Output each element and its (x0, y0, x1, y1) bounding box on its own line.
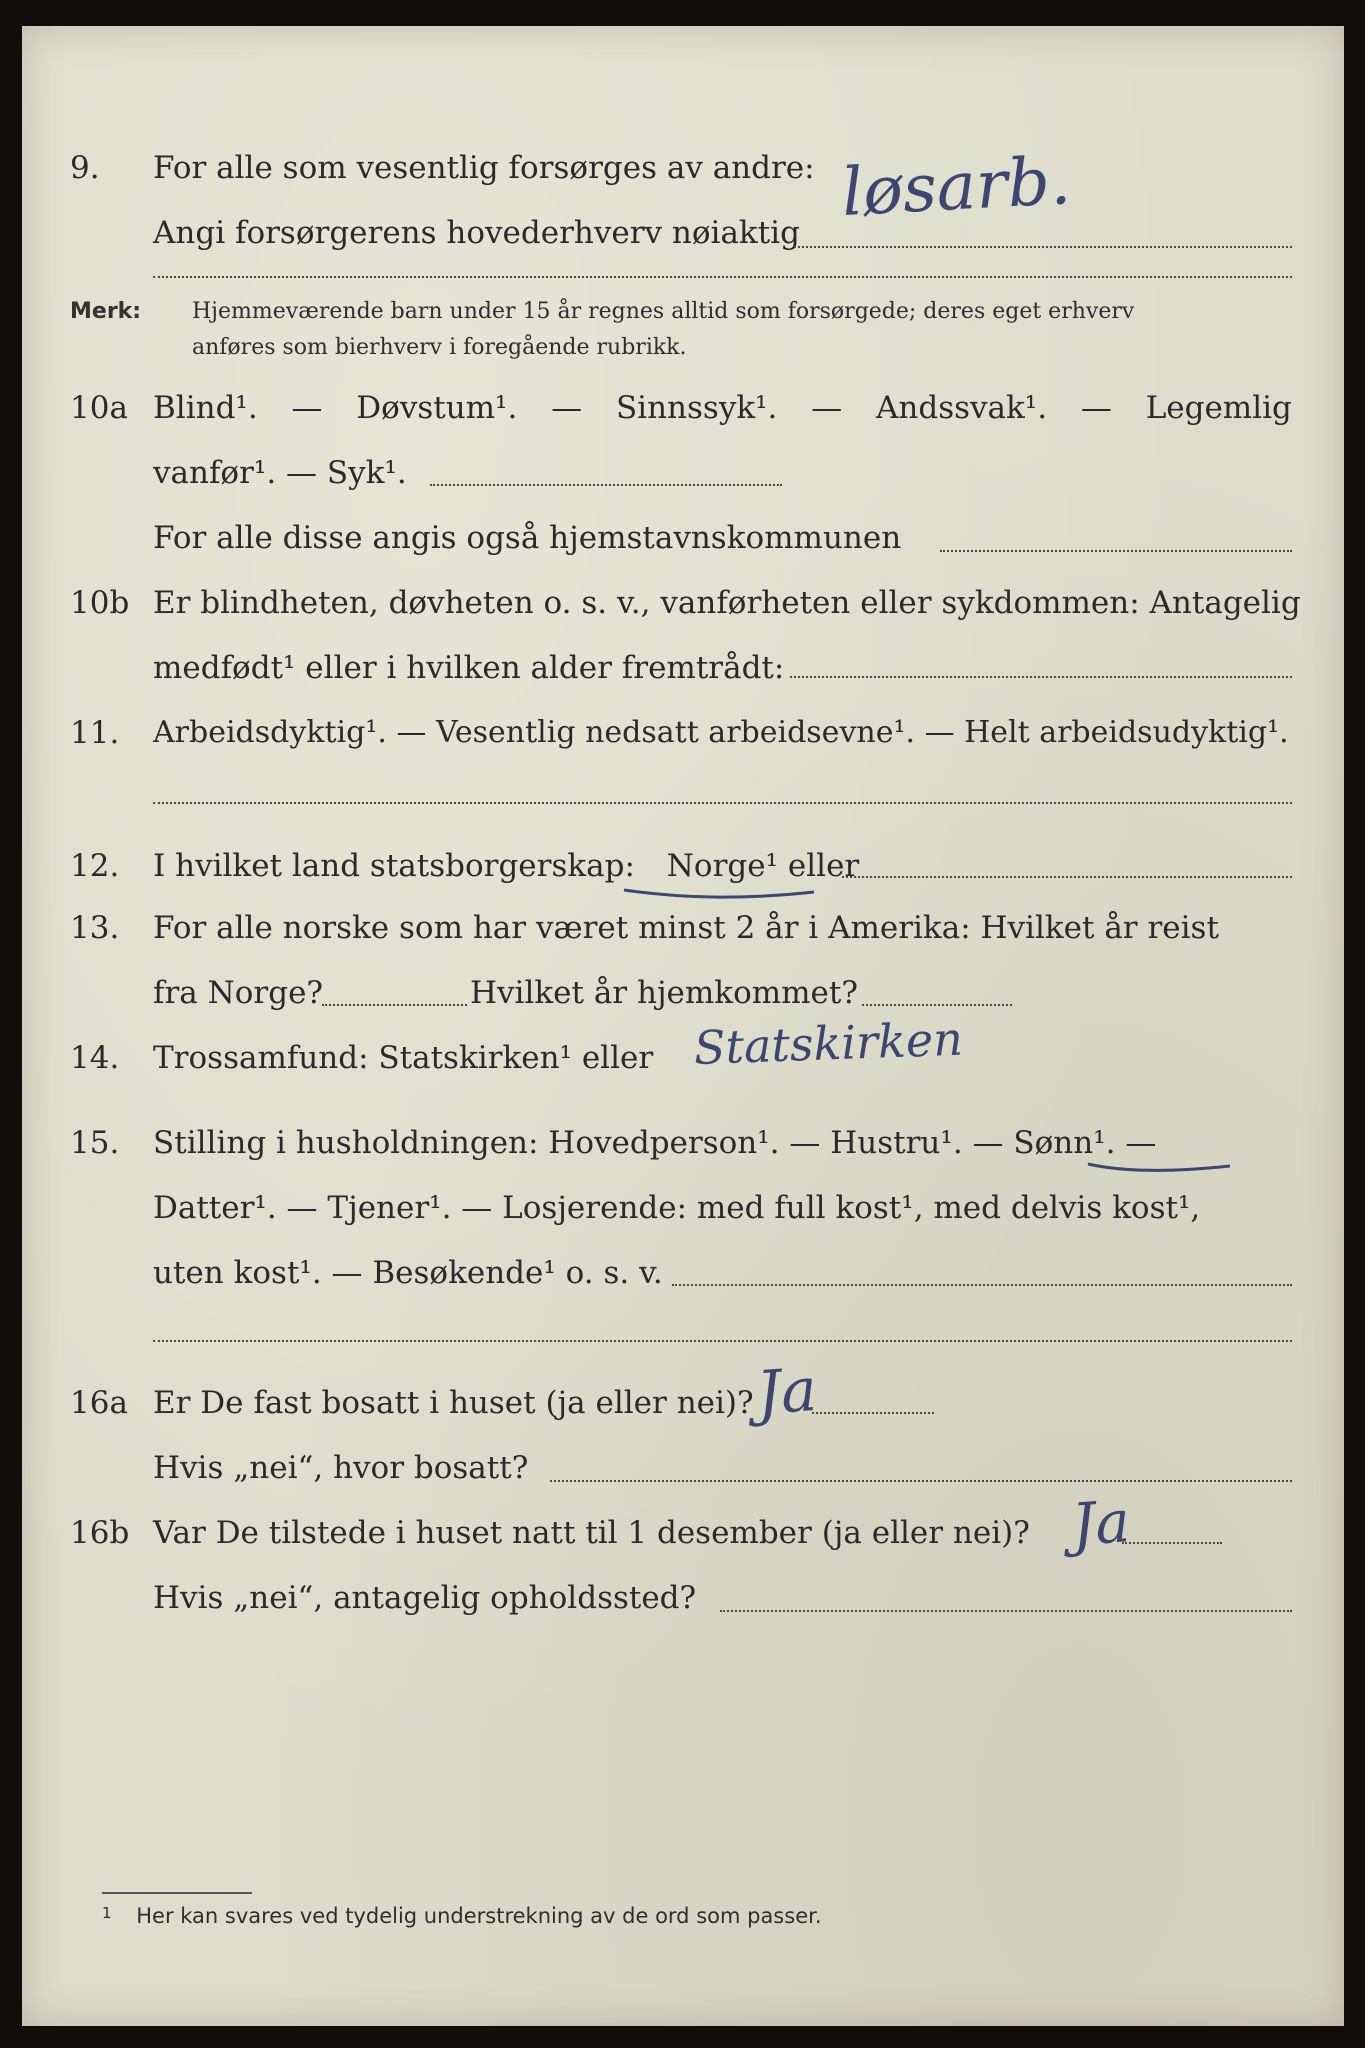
q10b-text: Er blindheten, døvheten o. s. v., vanførheten eller sykdommen: Antagelig (153, 585, 1301, 621)
q10a-option-dovstum: Døvstum¹. (356, 390, 518, 426)
q9-answer-dotline (794, 246, 1292, 248)
q12-eller: eller (787, 848, 860, 884)
q10b-alder: medfødt¹ eller i hvilken alder fremtrådt: (153, 650, 785, 686)
q15-handwritten-underline (1084, 1158, 1234, 1178)
footnote (102, 1904, 822, 1928)
q13-line2 (22, 971, 1344, 1015)
q14-number: 14. (70, 1040, 120, 1076)
q10a-dash: — (1080, 390, 1112, 426)
q13-dotline-2 (862, 1004, 1012, 1006)
q14-text: Trossamfund: Statskirken¹ eller (153, 1040, 654, 1076)
q15-dotline (672, 1284, 1292, 1286)
q16b-dotline-2 (720, 1610, 1292, 1612)
q14-handwritten-answer: Statskirken (693, 1011, 964, 1075)
footnote-text: Her kan svares ved tydelig understrekning av de ord som passer. (136, 1904, 822, 1928)
q15-number: 15. (70, 1125, 120, 1161)
q12-text-wrap (153, 844, 859, 888)
q12-number: 12. (70, 848, 120, 884)
q16a-dotline-2 (550, 1480, 1292, 1482)
q9-number: 9. (70, 150, 100, 186)
q16a-line1 (22, 1381, 1344, 1425)
q15-text-2: Datter¹. — Tjener¹. — Losjerende: med full kost¹, med delvis kost¹, (153, 1190, 1201, 1226)
q12-text: I hvilket land statsborgerskap: (153, 848, 635, 884)
q10a-number: 10a (70, 390, 128, 426)
q13-hjemkommet: Hvilket år hjemkommet? (470, 975, 858, 1011)
q15-blank-line (153, 1340, 1292, 1342)
q9-blank-line (153, 276, 1292, 278)
q16b-line1 (22, 1511, 1344, 1555)
q13-dotline-1 (322, 1004, 467, 1006)
q16a-number: 16a (70, 1385, 128, 1421)
q10a-option-legemlig: Legemlig (1145, 390, 1292, 426)
q10a-dash: — (811, 390, 843, 426)
q16b-opholdssted: Hvis „nei“, antagelig opholdssted? (153, 1580, 697, 1616)
q10a-dash: — (291, 390, 323, 426)
q9-line1 (22, 146, 1344, 190)
q14-line1 (22, 1036, 1344, 1080)
q10a-option-andssvak: Andssvak¹. (876, 390, 1048, 426)
q15-text-3: uten kost¹. — Besøkende¹ o. s. v. (153, 1255, 663, 1291)
q10a-vanfor-syk: vanfør¹. — Syk¹. (153, 455, 407, 491)
q16b-handwritten-answer: Ja (1069, 1487, 1133, 1559)
q10a-dotline-2 (940, 550, 1292, 552)
footnote-mark: 1 (102, 1904, 112, 1922)
q16a-dotline-1 (812, 1412, 934, 1414)
merk-text-2: anføres som bierhverv i foregående rubrikk. (192, 335, 687, 360)
q9-instruction: Angi forsørgerens hovederhverv nøiaktig (153, 215, 800, 251)
q10a-dash: — (551, 390, 583, 426)
q10a-line2 (22, 451, 1344, 495)
q16a-hvor-bosatt: Hvis „nei“, hvor bosatt? (153, 1450, 529, 1486)
q10a-dotline-1 (430, 484, 782, 486)
q16b-dotline-1 (1122, 1542, 1222, 1544)
q10a-options (153, 386, 1292, 430)
footnote-rule (102, 1892, 252, 1894)
q11-blank-line (153, 802, 1292, 804)
merk-text-1: Hjemmeværende barn under 15 år regnes alltid som forsørgede; deres eget erhverv (192, 299, 1135, 324)
q10a-hjemstavn: For alle disse angis også hjemstavnskommunen (153, 520, 902, 556)
merk-label: Merk: (70, 299, 142, 324)
q13-line1 (22, 906, 1344, 950)
q16a-line2 (22, 1446, 1344, 1490)
q16a-handwritten-answer: Ja (754, 1354, 820, 1429)
q10b-number: 10b (70, 585, 130, 621)
q9-handwritten-answer: løsarb. (839, 142, 1073, 231)
q16b-text: Var De tilstede i huset natt til 1 desember (ja eller nei)? (153, 1515, 1030, 1551)
q12-handwritten-underline (620, 884, 820, 904)
q12-dotline (842, 876, 1292, 878)
q10b-line1 (22, 581, 1344, 625)
census-form-page (22, 26, 1344, 2026)
q10b-line2 (22, 646, 1344, 690)
q16b-number: 16b (70, 1515, 130, 1551)
q12-norge: Norge¹ (666, 848, 779, 884)
q10b-dotline (790, 676, 1292, 678)
q12-line1 (22, 844, 1344, 888)
q13-reist: fra Norge? (153, 975, 324, 1011)
q16b-line2 (22, 1576, 1344, 1620)
q10a-line3 (22, 516, 1344, 560)
q11-number: 11. (70, 715, 120, 751)
q15-line2 (22, 1186, 1344, 1230)
q10a-option-blind: Blind¹. (153, 390, 258, 426)
q9-text: For alle som vesentlig forsørges av andre: (153, 150, 815, 186)
q16a-text: Er De fast bosatt i huset (ja eller nei)? (153, 1385, 754, 1421)
q13-number: 13. (70, 910, 120, 946)
q10a-line1 (22, 386, 1344, 430)
q15-line3 (22, 1251, 1344, 1295)
q15-text: Stilling i husholdningen: Hovedperson¹. — Hustru¹. — Sønn¹. — (153, 1125, 1157, 1161)
q13-text: For alle norske som har været minst 2 år i Amerika: Hvilket år reist (153, 910, 1219, 946)
q9-line2 (22, 211, 1344, 255)
q11-text: Arbeidsdyktig¹. — Vesentlig nedsatt arbeidsevne¹. — Helt arbeidsudyktig¹. (153, 715, 1289, 750)
q11-line1 (22, 711, 1344, 755)
q10a-option-sinnssyk: Sinnssyk¹. (615, 390, 778, 426)
